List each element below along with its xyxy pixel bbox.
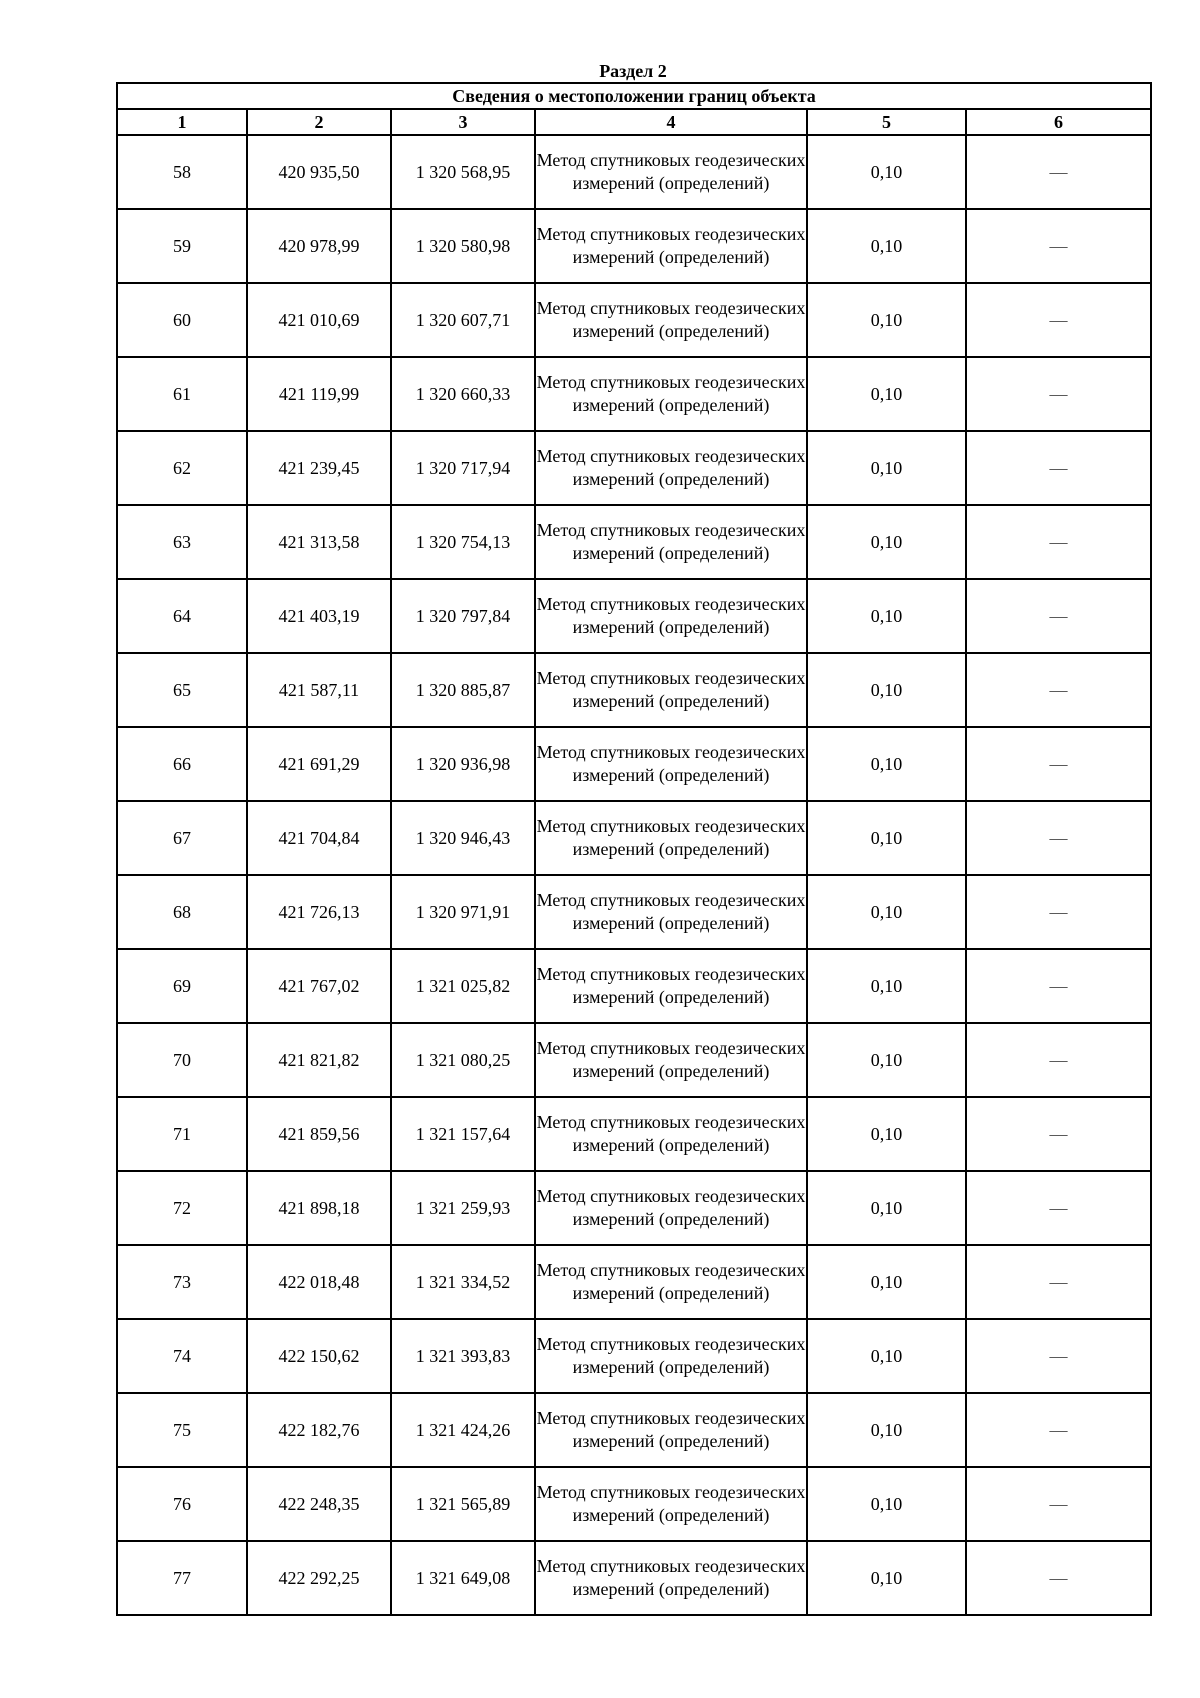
point-number-cell: 63: [117, 505, 247, 579]
column-number-1: 1: [117, 109, 247, 135]
coordinate-x-cell: 421 767,02: [247, 949, 391, 1023]
method-cell: Метод спутниковых геодезических измерений (определений): [535, 1319, 807, 1393]
table-row: [117, 135, 1151, 209]
point-number-cell: 71: [117, 1097, 247, 1171]
accuracy-cell: 0,10: [807, 1097, 966, 1171]
point-number-cell: 60: [117, 283, 247, 357]
accuracy-cell: 0,10: [807, 579, 966, 653]
point-number-cell: 77: [117, 1541, 247, 1615]
coordinate-x-cell: 421 898,18: [247, 1171, 391, 1245]
method-cell: Метод спутниковых геодезических измерений (определений): [535, 505, 807, 579]
note-cell: —: [966, 357, 1151, 431]
note-cell: —: [966, 1319, 1151, 1393]
coordinate-y-cell: 1 321 080,25: [391, 1023, 535, 1097]
method-cell: Метод спутниковых геодезических измерений (определений): [535, 1245, 807, 1319]
note-cell: —: [966, 135, 1151, 209]
coordinate-y-cell: 1 321 025,82: [391, 949, 535, 1023]
boundary-points-table: [116, 82, 1152, 1616]
note-cell: —: [966, 431, 1151, 505]
accuracy-cell: 0,10: [807, 1393, 966, 1467]
point-number-cell: 64: [117, 579, 247, 653]
method-cell: Метод спутниковых геодезических измерений (определений): [535, 653, 807, 727]
table-row: [117, 1097, 1151, 1171]
note-cell: —: [966, 801, 1151, 875]
column-number-4: 4: [535, 109, 807, 135]
table-row: [117, 1245, 1151, 1319]
table-row: [117, 949, 1151, 1023]
note-cell: —: [966, 727, 1151, 801]
method-cell: Метод спутниковых геодезических измерений (определений): [535, 357, 807, 431]
point-number-cell: 61: [117, 357, 247, 431]
accuracy-cell: 0,10: [807, 727, 966, 801]
coordinate-x-cell: 422 248,35: [247, 1467, 391, 1541]
accuracy-cell: 0,10: [807, 1245, 966, 1319]
accuracy-cell: 0,10: [807, 505, 966, 579]
table-caption-row: [117, 83, 1151, 109]
coordinate-y-cell: 1 320 717,94: [391, 431, 535, 505]
method-cell: Метод спутниковых геодезических измерений (определений): [535, 801, 807, 875]
point-number-cell: 68: [117, 875, 247, 949]
accuracy-cell: 0,10: [807, 653, 966, 727]
table-row: [117, 1171, 1151, 1245]
coordinate-y-cell: 1 321 157,64: [391, 1097, 535, 1171]
coordinate-x-cell: 421 704,84: [247, 801, 391, 875]
point-number-cell: 67: [117, 801, 247, 875]
coordinate-x-cell: 421 587,11: [247, 653, 391, 727]
table-caption: Сведения о местоположении границ объекта: [117, 83, 1151, 109]
coordinate-y-cell: 1 320 754,13: [391, 505, 535, 579]
table-row: [117, 1319, 1151, 1393]
accuracy-cell: 0,10: [807, 1541, 966, 1615]
table-row: [117, 875, 1151, 949]
method-cell: Метод спутниковых геодезических измерений (определений): [535, 875, 807, 949]
coordinate-x-cell: 422 150,62: [247, 1319, 391, 1393]
accuracy-cell: 0,10: [807, 1171, 966, 1245]
coordinate-x-cell: 421 010,69: [247, 283, 391, 357]
coordinate-x-cell: 421 403,19: [247, 579, 391, 653]
coordinate-y-cell: 1 321 649,08: [391, 1541, 535, 1615]
coordinate-x-cell: 421 691,29: [247, 727, 391, 801]
method-cell: Метод спутниковых геодезических измерений (определений): [535, 283, 807, 357]
accuracy-cell: 0,10: [807, 431, 966, 505]
method-cell: Метод спутниковых геодезических измерений (определений): [535, 135, 807, 209]
table-row: [117, 1393, 1151, 1467]
coordinate-y-cell: 1 320 946,43: [391, 801, 535, 875]
coordinate-x-cell: 421 119,99: [247, 357, 391, 431]
point-number-cell: 59: [117, 209, 247, 283]
coordinate-y-cell: 1 320 971,91: [391, 875, 535, 949]
coordinate-x-cell: 420 935,50: [247, 135, 391, 209]
point-number-cell: 76: [117, 1467, 247, 1541]
coordinate-y-cell: 1 320 568,95: [391, 135, 535, 209]
coordinate-y-cell: 1 320 797,84: [391, 579, 535, 653]
point-number-cell: 70: [117, 1023, 247, 1097]
method-cell: Метод спутниковых геодезических измерений (определений): [535, 949, 807, 1023]
column-number-6: 6: [966, 109, 1151, 135]
point-number-cell: 75: [117, 1393, 247, 1467]
table-row: [117, 727, 1151, 801]
table-row: [117, 1023, 1151, 1097]
column-number-5: 5: [807, 109, 966, 135]
table-row: [117, 1467, 1151, 1541]
table-row: [117, 283, 1151, 357]
coordinate-y-cell: 1 320 660,33: [391, 357, 535, 431]
note-cell: —: [966, 1467, 1151, 1541]
coordinate-x-cell: 422 182,76: [247, 1393, 391, 1467]
coordinate-y-cell: 1 320 936,98: [391, 727, 535, 801]
accuracy-cell: 0,10: [807, 135, 966, 209]
coordinate-x-cell: 422 018,48: [247, 1245, 391, 1319]
coordinate-x-cell: 421 313,58: [247, 505, 391, 579]
note-cell: —: [966, 1097, 1151, 1171]
column-number-row: [117, 109, 1151, 135]
point-number-cell: 65: [117, 653, 247, 727]
method-cell: Метод спутниковых геодезических измерений (определений): [535, 579, 807, 653]
method-cell: Метод спутниковых геодезических измерений (определений): [535, 727, 807, 801]
table-row: [117, 579, 1151, 653]
note-cell: —: [966, 579, 1151, 653]
table-row: [117, 505, 1151, 579]
table-row: [117, 209, 1151, 283]
method-cell: Метод спутниковых геодезических измерений (определений): [535, 431, 807, 505]
coordinate-x-cell: 422 292,25: [247, 1541, 391, 1615]
point-number-cell: 62: [117, 431, 247, 505]
coordinate-x-cell: 421 859,56: [247, 1097, 391, 1171]
note-cell: —: [966, 653, 1151, 727]
method-cell: Метод спутниковых геодезических измерений (определений): [535, 1097, 807, 1171]
coordinate-x-cell: 420 978,99: [247, 209, 391, 283]
point-number-cell: 69: [117, 949, 247, 1023]
method-cell: Метод спутниковых геодезических измерений (определений): [535, 1541, 807, 1615]
note-cell: —: [966, 209, 1151, 283]
table-row: [117, 801, 1151, 875]
coordinate-y-cell: 1 320 885,87: [391, 653, 535, 727]
note-cell: —: [966, 1393, 1151, 1467]
note-cell: —: [966, 505, 1151, 579]
coordinate-y-cell: 1 321 259,93: [391, 1171, 535, 1245]
accuracy-cell: 0,10: [807, 283, 966, 357]
coordinate-x-cell: 421 821,82: [247, 1023, 391, 1097]
method-cell: Метод спутниковых геодезических измерений (определений): [535, 1171, 807, 1245]
note-cell: —: [966, 1171, 1151, 1245]
note-cell: —: [966, 1245, 1151, 1319]
method-cell: Метод спутниковых геодезических измерений (определений): [535, 1023, 807, 1097]
column-number-2: 2: [247, 109, 391, 135]
coordinate-x-cell: 421 239,45: [247, 431, 391, 505]
table-row: [117, 431, 1151, 505]
coordinate-y-cell: 1 321 424,26: [391, 1393, 535, 1467]
coordinate-y-cell: 1 321 334,52: [391, 1245, 535, 1319]
method-cell: Метод спутниковых геодезических измерений (определений): [535, 209, 807, 283]
coordinate-y-cell: 1 321 565,89: [391, 1467, 535, 1541]
point-number-cell: 66: [117, 727, 247, 801]
table-row: [117, 357, 1151, 431]
coordinate-x-cell: 421 726,13: [247, 875, 391, 949]
section-title: Раздел 2: [599, 61, 667, 81]
accuracy-cell: 0,10: [807, 357, 966, 431]
point-number-cell: 74: [117, 1319, 247, 1393]
note-cell: —: [966, 1541, 1151, 1615]
note-cell: —: [966, 875, 1151, 949]
accuracy-cell: 0,10: [807, 1319, 966, 1393]
note-cell: —: [966, 1023, 1151, 1097]
coordinate-y-cell: 1 320 607,71: [391, 283, 535, 357]
accuracy-cell: 0,10: [807, 801, 966, 875]
method-cell: Метод спутниковых геодезических измерений (определений): [535, 1467, 807, 1541]
accuracy-cell: 0,10: [807, 209, 966, 283]
accuracy-cell: 0,10: [807, 1023, 966, 1097]
coordinate-y-cell: 1 320 580,98: [391, 209, 535, 283]
note-cell: —: [966, 283, 1151, 357]
table-row: [117, 1541, 1151, 1615]
accuracy-cell: 0,10: [807, 875, 966, 949]
point-number-cell: 72: [117, 1171, 247, 1245]
table-row: [117, 653, 1151, 727]
coordinate-y-cell: 1 321 393,83: [391, 1319, 535, 1393]
note-cell: —: [966, 949, 1151, 1023]
point-number-cell: 58: [117, 135, 247, 209]
point-number-cell: 73: [117, 1245, 247, 1319]
method-cell: Метод спутниковых геодезических измерений (определений): [535, 1393, 807, 1467]
column-number-3: 3: [391, 109, 535, 135]
table-body: [117, 135, 1151, 1615]
accuracy-cell: 0,10: [807, 949, 966, 1023]
accuracy-cell: 0,10: [807, 1467, 966, 1541]
